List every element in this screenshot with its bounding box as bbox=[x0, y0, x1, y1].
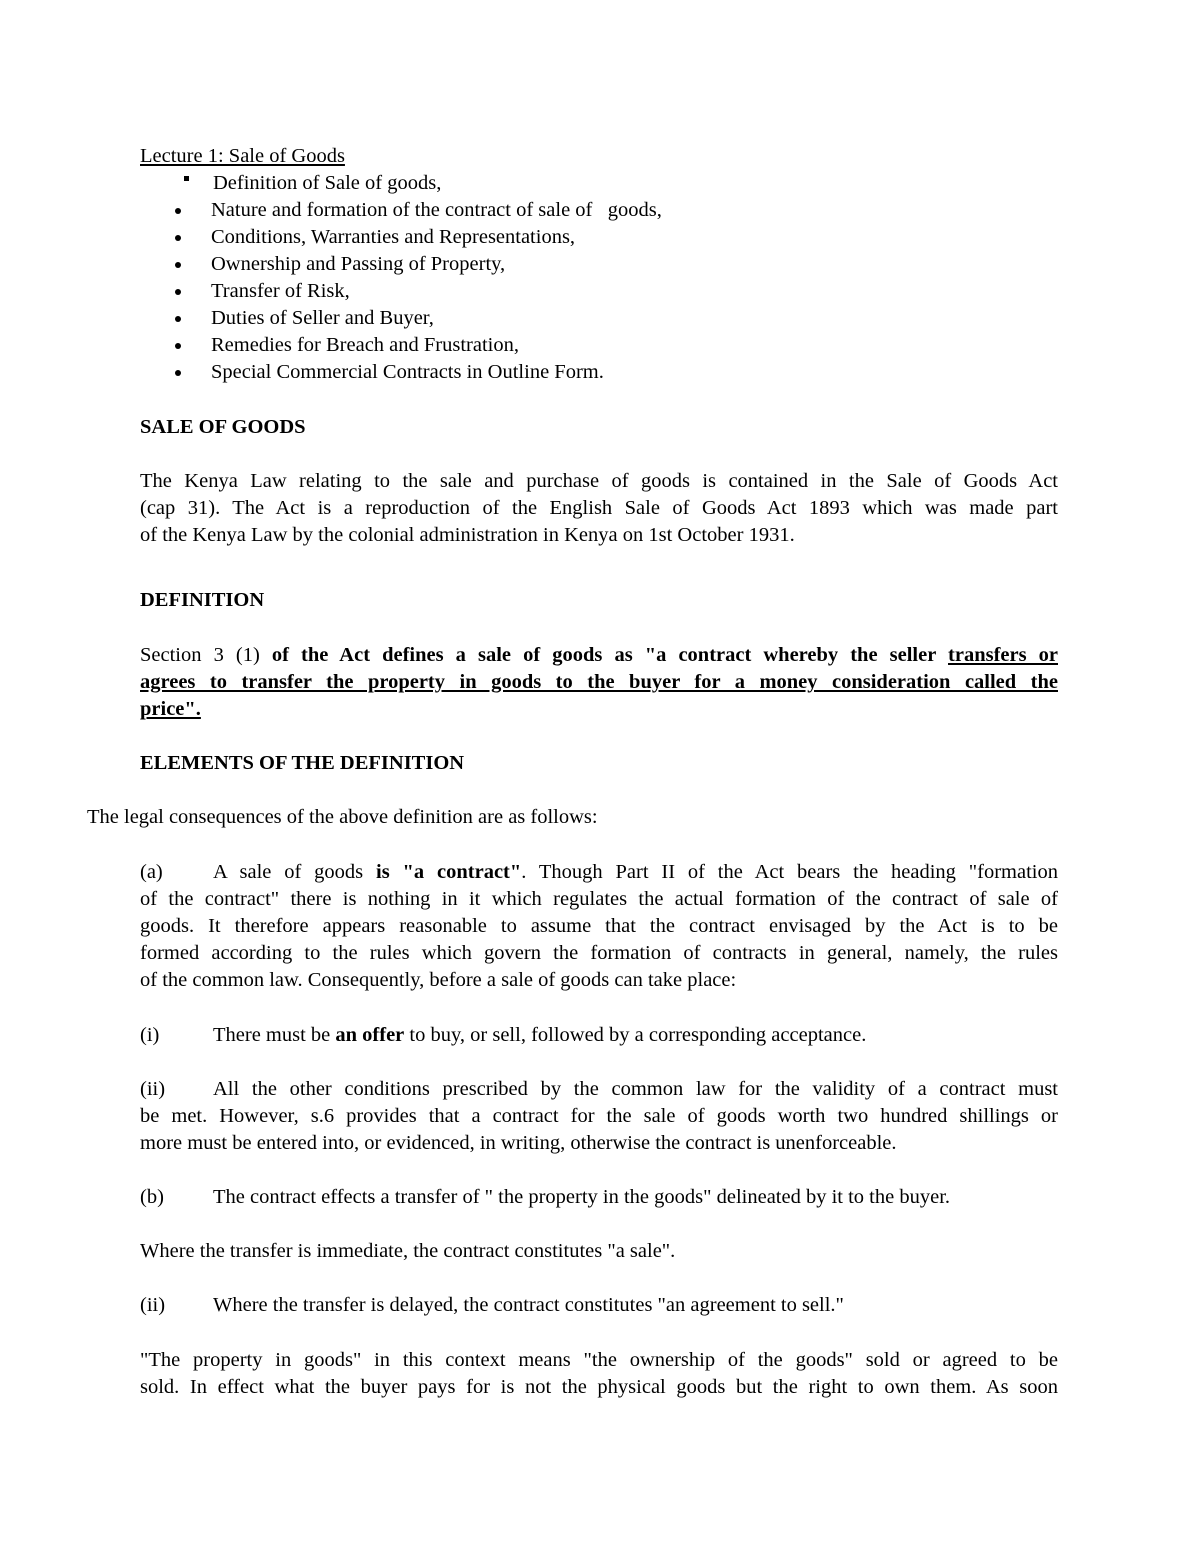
intro-line: of the Kenya Law by the colonial administration in Kenya on 1st October 1931. bbox=[140, 524, 795, 546]
round-bullet-icon bbox=[175, 316, 181, 322]
para-ii-line: All the other conditions prescribed by the common law for the validity of a contract must bbox=[213, 1078, 1058, 1100]
para-a-line: of the common law. Consequently, before a sale of goods can take place: bbox=[140, 969, 737, 991]
list-item: Special Commercial Contracts in Outline Form. bbox=[211, 361, 604, 383]
para-label: (ii) bbox=[140, 1294, 166, 1316]
list-item: Remedies for Breach and Frustration, bbox=[211, 334, 519, 356]
para-a-line: formed according to the rules which govern the formation of contracts in general, namely, the rules bbox=[140, 942, 1058, 964]
definition-line: agrees to transfer the property in goods to the buyer for a money consideration called the bbox=[140, 671, 1058, 693]
list-item: Ownership and Passing of Property, bbox=[211, 253, 506, 275]
definition-underlined-text: transfers or bbox=[948, 644, 1058, 666]
square-bullet-icon bbox=[184, 176, 189, 181]
list-item: Duties of Seller and Buyer, bbox=[211, 307, 434, 329]
para-a-line: of the contract" there is nothing in it which regulates the actual formation of the contract of sale of bbox=[140, 888, 1058, 910]
para-a-line: goods. It therefore appears reasonable to assume that the contract envisaged by the Act is to be bbox=[140, 915, 1058, 937]
round-bullet-icon bbox=[175, 208, 181, 214]
section-heading-elements: ELEMENTS OF THE DEFINITION bbox=[140, 752, 465, 774]
section-heading-sale-of-goods: SALE OF GOODS bbox=[140, 416, 306, 438]
immediate-transfer-line: Where the transfer is immediate, the contract constitutes "a sale". bbox=[140, 1240, 676, 1262]
round-bullet-icon bbox=[175, 370, 181, 376]
property-line: "The property in goods" in this context means "the ownership of the goods" sold or agreed to be bbox=[140, 1349, 1058, 1371]
definition-bold-text: of the Act defines a sale of goods as "a contract whereby the seller bbox=[271, 644, 949, 666]
para-i-line: There must be an offer to buy, or sell, followed by a corresponding acceptance. bbox=[213, 1024, 867, 1046]
para-b-line: The contract effects a transfer of " the property in the goods" delineated by it to the buyer. bbox=[213, 1186, 951, 1208]
para-a-line: A sale of goods is "a contract". Though Part II of the Act bears the heading "formation bbox=[213, 861, 1058, 883]
list-item: Definition of Sale of goods, bbox=[213, 172, 442, 194]
intro-line: The Kenya Law relating to the sale and purchase of goods is contained in the Sale of Goods Act bbox=[140, 470, 1058, 492]
list-item: Nature and formation of the contract of sale of goods, bbox=[211, 199, 662, 221]
para-label: (ii) bbox=[140, 1078, 166, 1100]
para-label: (i) bbox=[140, 1024, 160, 1046]
para-label: (b) bbox=[140, 1186, 164, 1208]
para-ii-line: more must be entered into, or evidenced, in writing, otherwise the contract is unenforceable. bbox=[140, 1132, 897, 1154]
property-line: sold. In effect what the buyer pays for is not the physical goods but the right to own them. As soon bbox=[140, 1376, 1058, 1398]
round-bullet-icon bbox=[175, 262, 181, 268]
round-bullet-icon bbox=[175, 235, 181, 241]
definition-line: price". bbox=[140, 698, 201, 720]
round-bullet-icon bbox=[175, 289, 181, 295]
consequences-intro: The legal consequences of the above definition are as follows: bbox=[87, 806, 598, 828]
para-ii-line: be met. However, s.6 provides that a contract for the sale of goods worth two hundred shillings or bbox=[140, 1105, 1058, 1127]
lecture-title: Lecture 1: Sale of Goods bbox=[140, 145, 345, 167]
list-item: Transfer of Risk, bbox=[211, 280, 350, 302]
definition-section-ref: Section 3 (1) bbox=[140, 644, 272, 666]
list-item: Conditions, Warranties and Representations, bbox=[211, 226, 576, 248]
definition-line bbox=[140, 645, 1058, 666]
intro-line: (cap 31). The Act is a reproduction of the English Sale of Goods Act 1893 which was made part bbox=[140, 497, 1058, 519]
para-label: (a) bbox=[140, 861, 163, 883]
para-i-bold-text: an offer bbox=[335, 1024, 405, 1046]
para-a-bold-text: is "a contract" bbox=[376, 861, 522, 883]
round-bullet-icon bbox=[175, 343, 181, 349]
section-heading-definition: DEFINITION bbox=[140, 589, 265, 611]
para-ii-b-line: Where the transfer is delayed, the contract constitutes "an agreement to sell." bbox=[213, 1294, 844, 1316]
